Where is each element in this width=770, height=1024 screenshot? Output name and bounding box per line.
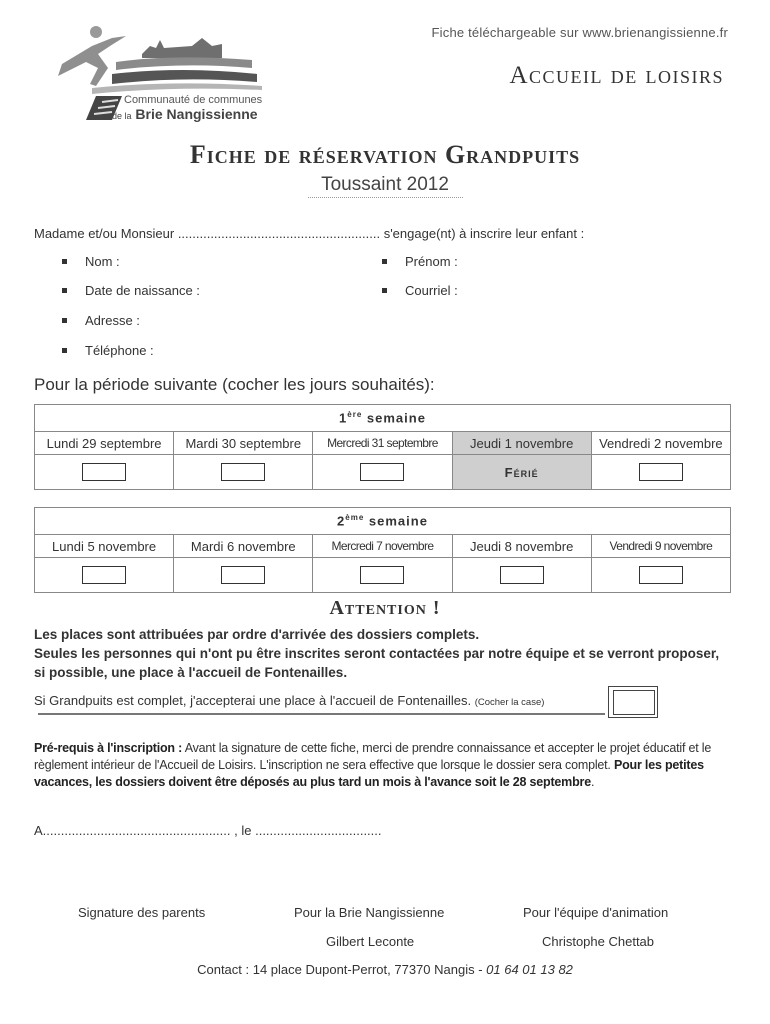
day-checkbox[interactable]	[82, 463, 126, 481]
week1-day-holiday: Jeudi 1 novembre	[452, 432, 591, 455]
choice-hint: (Cocher la case)	[474, 697, 545, 708]
signature-org-name: Gilbert Leconte	[326, 934, 415, 949]
download-note: Fiche téléchargeable sur www.brienangissienne.fr	[431, 25, 728, 40]
bullet-icon	[62, 348, 67, 353]
prerequisites	[34, 740, 746, 791]
field-adresse-label: Adresse :	[85, 313, 140, 328]
field-telephone-label: Téléphone :	[85, 343, 154, 358]
field-prenom[interactable]	[382, 254, 458, 269]
field-telephone[interactable]	[62, 343, 154, 358]
week2-label: semaine	[368, 513, 428, 529]
intro-prefix: Madame et/ou Monsieur	[34, 226, 175, 241]
field-nom[interactable]	[62, 254, 120, 269]
signature-parents: Signature des parents	[78, 905, 206, 920]
choice-underline	[38, 713, 605, 715]
logo-text-line1: Communauté de communes	[124, 94, 263, 106]
week2-box-cell	[313, 558, 452, 593]
field-nom-label: Nom :	[85, 254, 120, 269]
field-naissance-label: Date de naissance :	[85, 283, 200, 298]
date-input[interactable]: ...................................	[255, 823, 382, 838]
week2-box-cell	[35, 558, 174, 593]
prereq-deadline: un mois à l'avance soit le 28 septembre	[364, 775, 591, 789]
week1-day: Vendredi 2 novembre	[591, 432, 730, 455]
attention-title: Attention !	[329, 597, 441, 619]
day-checkbox[interactable]	[221, 566, 265, 584]
field-prenom-label: Prénom :	[405, 254, 458, 269]
week1-box-cell	[591, 455, 730, 490]
form-subtitle: Toussaint 2012	[321, 174, 449, 195]
field-courriel-label: Courriel :	[405, 283, 458, 298]
service-name: Accueil de loisirs	[509, 62, 724, 89]
fontenailles-checkbox[interactable]	[613, 690, 655, 715]
prereq-text: Avant la signature de cette fiche, merci de prendre connaissance et accepter le projet éducatif et le règlement intérieur de l'Accueil de Loisirs. L'inscription ne sera effective que lorsque le dossier sera complet.	[34, 741, 712, 772]
week1-box-cell	[313, 455, 452, 490]
contact-line	[0, 962, 770, 977]
holiday-label: Férié	[452, 455, 591, 490]
week1-header	[35, 405, 731, 432]
week2-day: Mercredi 7 novembre	[313, 535, 452, 558]
week2-day: Jeudi 8 novembre	[452, 535, 591, 558]
prereq-bold1: Pour les petites vacances, les dossiers doivent être déposés au plus tard	[34, 758, 704, 789]
week2-day: Vendredi 9 novembre	[591, 535, 730, 558]
period-label: Pour la période suivante (cocher les jours souhaités):	[34, 375, 435, 394]
week1-box-cell	[35, 455, 174, 490]
week1-table	[34, 404, 731, 490]
form-title: Fiche de réservation Grandpuits	[189, 140, 581, 169]
contact-phone: 01 64 01 13 82	[486, 962, 573, 977]
week1-num: 1	[339, 410, 348, 426]
field-naissance[interactable]	[62, 283, 200, 298]
week2-box-cell	[174, 558, 313, 593]
day-checkbox[interactable]	[360, 463, 404, 481]
place-label: A	[34, 823, 43, 838]
bullet-icon	[62, 288, 67, 293]
field-adresse[interactable]	[62, 313, 140, 328]
week2-num: 2	[337, 513, 346, 529]
day-checkbox[interactable]	[82, 566, 126, 584]
intro-suffix: s'engage(nt) à inscrire leur enfant :	[383, 226, 585, 241]
day-checkbox[interactable]	[639, 463, 683, 481]
day-checkbox[interactable]	[221, 463, 265, 481]
logo-name: Brie Nangissienne	[135, 106, 258, 122]
week1-label: semaine	[366, 410, 426, 426]
week1-day: Mardi 30 septembre	[174, 432, 313, 455]
day-checkbox[interactable]	[500, 566, 544, 584]
choice-text: Si Grandpuits est complet, j'accepterai une place à l'accueil de Fontenailles.	[34, 693, 472, 708]
week1-box-cell	[174, 455, 313, 490]
bullet-icon	[382, 288, 387, 293]
signature-team: Pour l'équipe d'animation	[523, 905, 669, 920]
fontenailles-choice	[34, 693, 544, 708]
week2-box-cell	[591, 558, 730, 593]
attention-line1: Les places sont attribuées par ordre d'arrivée des dossiers complets.	[34, 627, 480, 642]
week2-header	[35, 508, 731, 535]
bullet-icon	[62, 318, 67, 323]
day-checkbox[interactable]	[639, 566, 683, 584]
bullet-icon	[382, 259, 387, 264]
day-checkbox[interactable]	[360, 566, 404, 584]
week2-table	[34, 507, 731, 593]
place-date-line	[34, 823, 382, 838]
date-label: , le	[234, 823, 252, 838]
logo-text-line2	[112, 106, 258, 122]
prereq-end: .	[590, 775, 595, 789]
signature-team-name: Christophe Chettab	[542, 934, 655, 949]
attention-text	[34, 625, 734, 682]
intro-line	[34, 226, 584, 241]
attention-line2: Seules les personnes qui n'ont pu être inscrites seront contactées par notre équipe et se verront proposer, si possible, une place à l'accueil de Fontenailles.	[34, 646, 720, 680]
week2-sup: ème	[345, 513, 365, 523]
field-courriel[interactable]	[382, 283, 458, 298]
week1-day: Lundi 29 septembre	[35, 432, 174, 455]
logo-prefix: de la	[112, 111, 132, 121]
week2-day: Lundi 5 novembre	[35, 535, 174, 558]
week1-sup: ère	[347, 410, 363, 420]
subtitle-underline	[308, 197, 463, 198]
prereq-label: Pré-requis à l'inscription :	[34, 741, 183, 755]
signature-org: Pour la Brie Nangissienne	[294, 905, 445, 920]
week2-box-cell	[452, 558, 591, 593]
bullet-icon	[62, 259, 67, 264]
place-input[interactable]: ....................................................	[42, 823, 231, 838]
intro-dots[interactable]: ........................................................	[177, 226, 381, 241]
week1-day: Mercredi 31 septembre	[313, 432, 452, 455]
week2-day: Mardi 6 novembre	[174, 535, 313, 558]
contact-address: Contact : 14 place Dupont-Perrot, 77370 Nangis -	[197, 962, 487, 977]
